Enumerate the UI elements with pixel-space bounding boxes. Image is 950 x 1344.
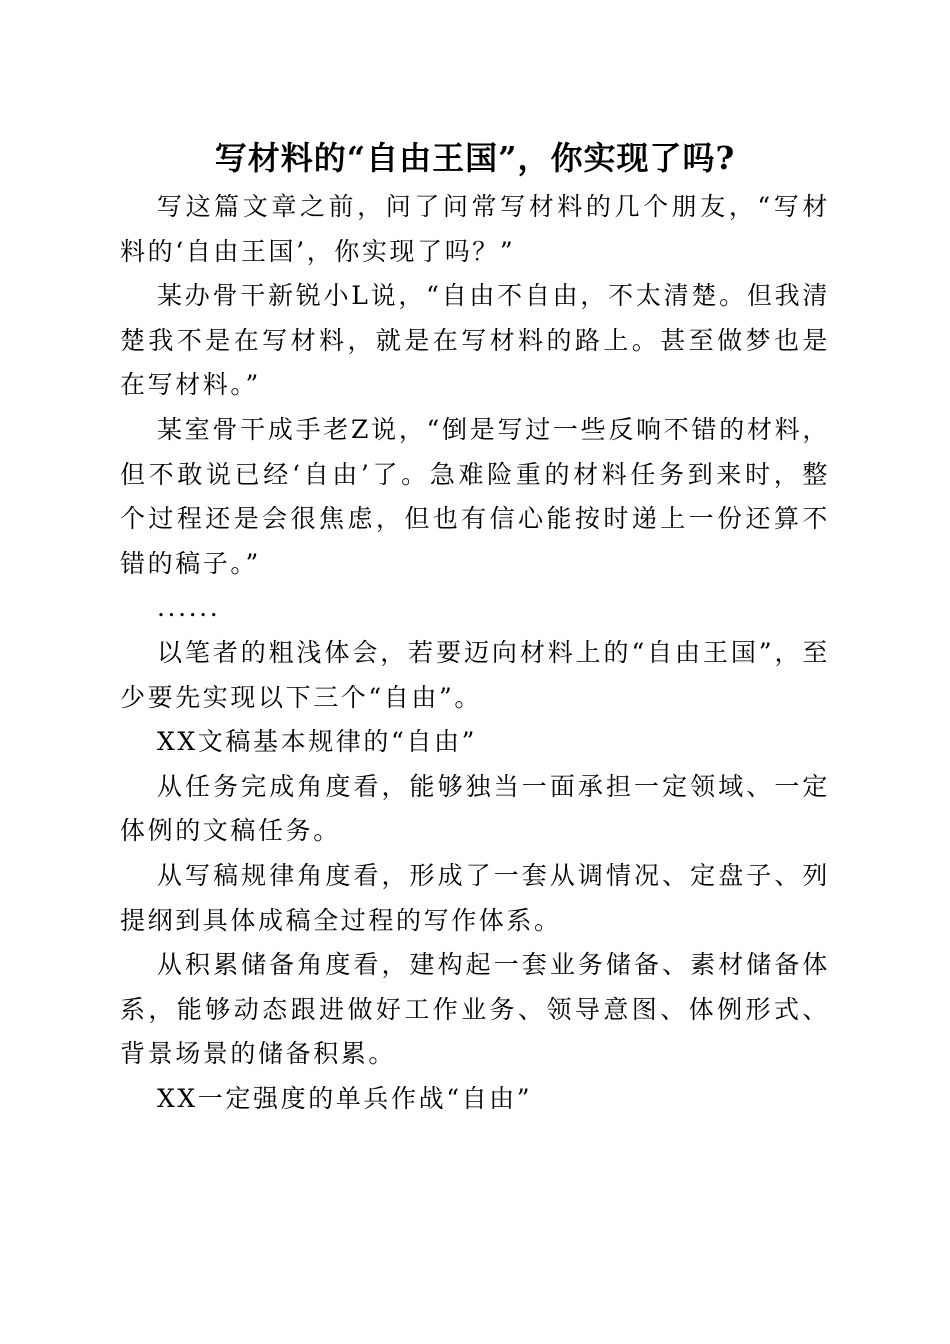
paragraph: 写这篇文章之前，问了问常写材料的几个朋友，“写材料的‘自由王国’，你实现了吗？” [120, 192, 830, 266]
paragraph: 从写稿规律角度看，形成了一套从调情况、定盘子、列提纲到具体成稿全过程的写作体系。 [120, 860, 830, 935]
document-title: 写材料的“自由王国”，你实现了吗? [214, 139, 736, 177]
ellipsis-paragraph: ...... [157, 593, 221, 623]
section-heading: XX文稿基本规律的“自由” [157, 727, 477, 757]
document-body [120, 185, 830, 1121]
paragraph: 从积累储备角度看，建构起一套业务储备、素材储备体系，能够动态跟进做好工作业务、领导意图、体例形式、背景场景的储备积累。 [120, 950, 830, 1069]
paragraph: 某办骨干新锐小L说，“自由不自由，不太清楚。但我清楚我不是在写材料，就是在写材料的路上。甚至做梦也是在写材料。” [120, 281, 830, 400]
paragraph: 某室骨干成手老Z说，“倒是写过一些反响不错的材料，但不敢说已经‘自由’了。急难险重的材料任务到来时，整个过程还是会很焦虑，但也有信心能按时递上一份还算不错的稿子。” [120, 414, 830, 578]
paragraph: 从任务完成角度看，能够独当一面承担一定领域、一定体例的文稿任务。 [120, 771, 830, 846]
section-heading: XX一定强度的单兵作战“自由” [157, 1083, 533, 1113]
paragraph: 以笔者的粗浅体会，若要迈向材料上的“自由王国”，至少要先实现以下三个“自由”。 [120, 637, 830, 712]
